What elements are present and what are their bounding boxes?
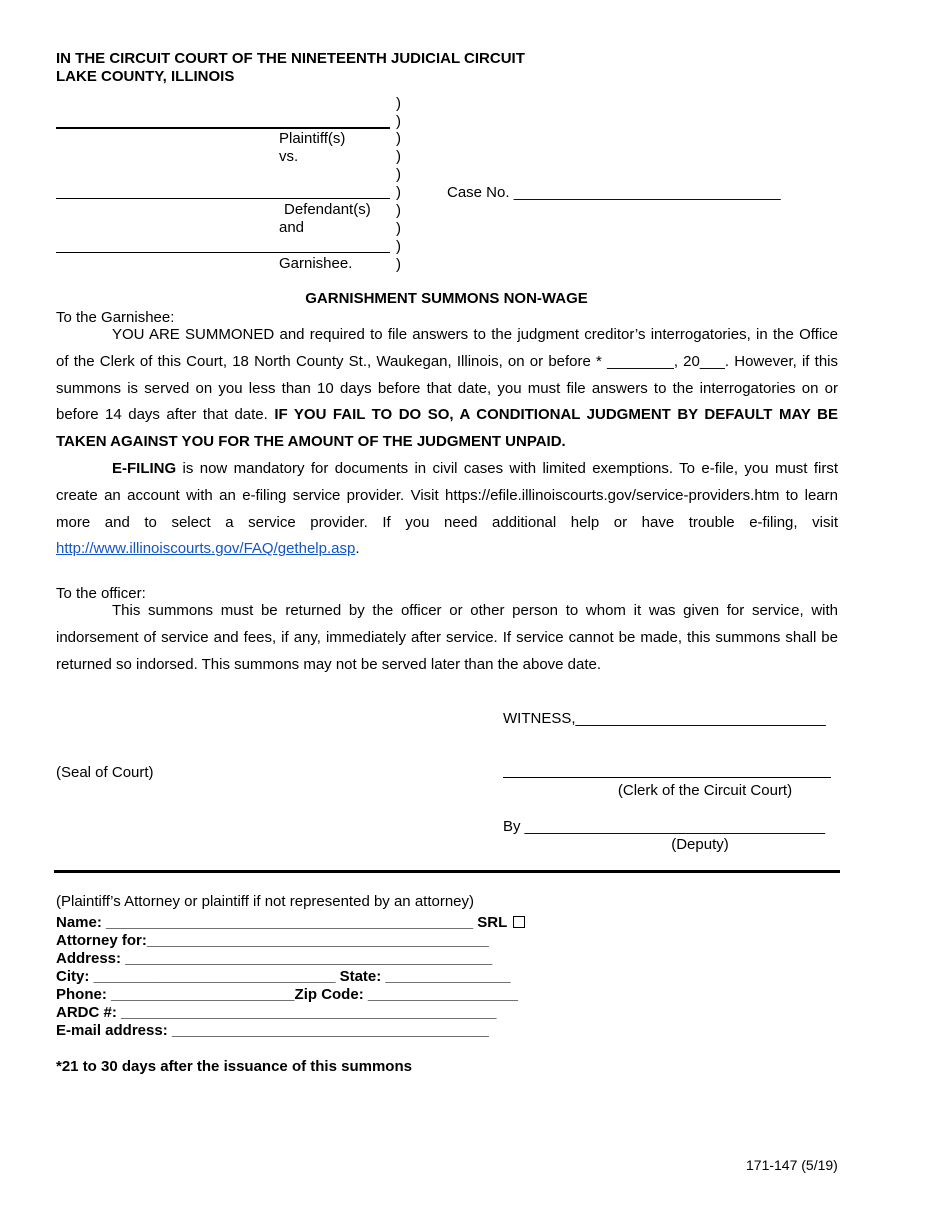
section-divider (54, 870, 840, 873)
name-field[interactable]: Name: ____________________________________________ SRL (56, 914, 508, 931)
efiling-label: E-FILING (112, 460, 177, 477)
seal-label: (Seal of Court) (56, 764, 154, 781)
case-number-field[interactable]: Case No. ________________________________ (447, 184, 781, 201)
officer-paragraph (56, 598, 838, 678)
garnishee-salutation: To the Garnishee: (56, 309, 175, 326)
efiling-end: . (355, 540, 360, 558)
defendant-label: Defendant(s) (284, 201, 371, 218)
court-name-line1: IN THE CIRCUIT COURT OF THE NINETEENTH JUDICIAL CIRCUIT (56, 50, 525, 67)
caption-paren: ) (396, 130, 401, 147)
officer-salutation: To the officer: (56, 585, 146, 602)
document-title: GARNISHMENT SUMMONS NON-WAGE (305, 290, 588, 307)
caption-paren: ) (396, 202, 401, 219)
srl-checkbox[interactable] (513, 916, 525, 928)
form-number: 171-147 (5/19) (746, 1157, 838, 1173)
email-field[interactable]: E-mail address: ______________________________________ (56, 1022, 489, 1039)
garnishee-name-line[interactable] (56, 252, 390, 253)
efiling-text: is now mandatory for documents in civil cases with limited exemptions. To e-file, you must first create an account with an e-filing service provider. Visit https://efile.illinoiscourts.gov/service-providers.htm to learn more and to select a service provider. If you need additional help or have trouble e-filing, visit (56, 460, 838, 531)
ardc-field[interactable]: ARDC #: _____________________________________________ (56, 1004, 497, 1021)
garnishee-paragraph (56, 322, 838, 456)
garnishee-label: Garnishee. (279, 255, 353, 272)
clerk-signature-line[interactable] (503, 777, 831, 778)
default-warning: IF YOU FAIL TO DO SO, A CONDITIONAL JUDGMENT BY DEFAULT MAY BE TAKEN AGAINST YOU FOR THE AMOUNT OF THE JUDGMENT UNPAID. (56, 406, 838, 451)
and-label: and (279, 219, 305, 236)
city-state-field[interactable]: City: _____________________________ State: _______________ (56, 968, 511, 985)
deputy-label: (Deputy) (671, 836, 729, 853)
caption-paren: ) (396, 184, 401, 201)
attorney-for-field[interactable]: Attorney for:_________________________________________ (56, 932, 489, 949)
caption-paren: ) (396, 95, 401, 112)
garnishee-text: YOU ARE SUMMONED and required to file answers to the judgment creditor’s interrogatories, in the Office of the Clerk of this Court, 18 North County St., Waukegan, Illinois, on or before * ________, 20___. However, if this summons is served on you less than 10 days before that date, you must file answers to the interrogatories on or before 14 days after that date. (56, 326, 838, 424)
plaintiff-label: Plaintiff(s) (279, 130, 346, 147)
court-name-line2: LAKE COUNTY, ILLINOIS (56, 68, 235, 85)
footnote: *21 to 30 days after the issuance of this summons (56, 1058, 412, 1075)
officer-text: This summons must be returned by the officer or other person to whom it was given for service, with indorsement of service and fees, if any, immediately after service. If service cannot be made, this summons shall be returned so indorsed. This summons may not be served later than the above date. (56, 602, 838, 673)
caption-paren: ) (396, 256, 401, 273)
clerk-label: (Clerk of the Circuit Court) (617, 782, 793, 799)
name-row (56, 914, 525, 932)
phone-zip-field[interactable]: Phone: ______________________Zip Code: __________________ (56, 986, 519, 1003)
witness-field[interactable]: WITNESS,______________________________ (503, 710, 826, 727)
address-field[interactable]: Address: ____________________________________________ (56, 950, 493, 967)
attorney-header: (Plaintiff’s Attorney or plaintiff if not represented by an attorney) (56, 893, 475, 910)
caption-paren: ) (396, 113, 401, 130)
defendant-name-line[interactable] (56, 198, 390, 199)
caption-paren: ) (396, 220, 401, 237)
caption-paren: ) (396, 166, 401, 183)
gethelp-link[interactable]: http://www.illinoiscourts.gov/FAQ/gethelp.asp (56, 540, 356, 558)
caption-paren: ) (396, 148, 401, 165)
caption-paren: ) (396, 238, 401, 255)
plaintiff-name-line[interactable] (56, 127, 390, 129)
vs-label: vs. (279, 148, 299, 165)
efiling-paragraph (56, 456, 838, 563)
deputy-signature-field[interactable]: By ____________________________________ (503, 818, 825, 835)
